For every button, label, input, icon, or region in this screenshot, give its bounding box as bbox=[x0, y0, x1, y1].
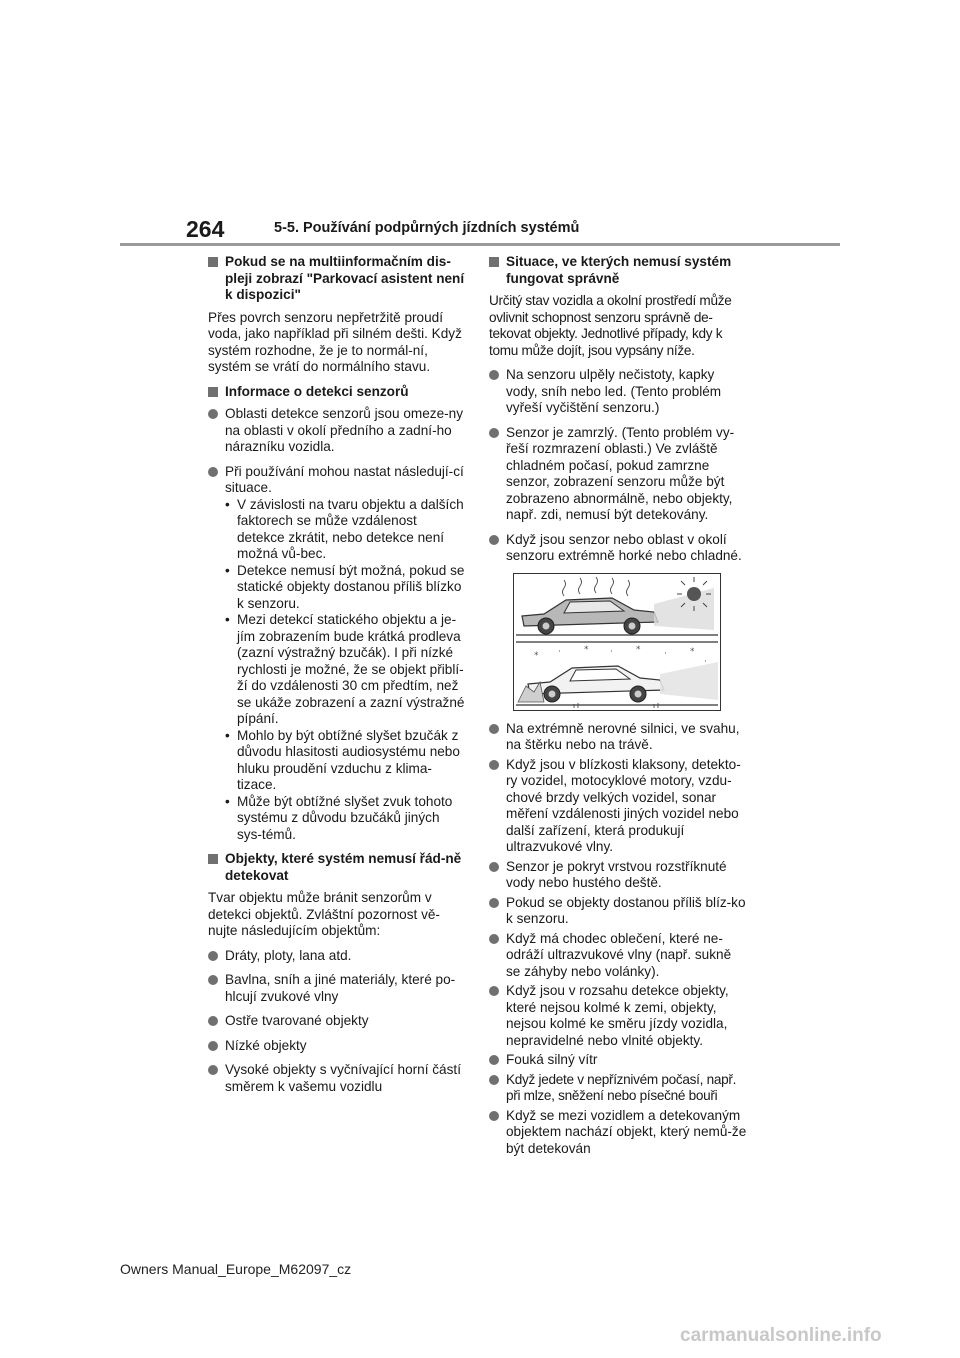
list-item: Na extrémně nerovné silnici, ve svahu, na štěrku nebo na trávě. bbox=[489, 721, 747, 754]
header-rule bbox=[120, 243, 840, 246]
square-bullet-icon bbox=[208, 387, 218, 397]
round-bullet-icon bbox=[489, 1055, 499, 1065]
svg-text:·: · bbox=[664, 648, 667, 659]
sub-item: • Může být obtížné slyšet zvuk tohoto systému z důvodu bzučáků jiných sys-témů. bbox=[225, 793, 453, 842]
round-bullet-icon bbox=[208, 975, 218, 985]
round-bullet-icon bbox=[489, 862, 499, 872]
list-item: Ostře tvarované objekty bbox=[208, 1013, 466, 1030]
list-item: Senzor je pokryt vrstvou rozstříknuté vody nebo hustého deště. bbox=[489, 859, 747, 892]
round-bullet-icon bbox=[489, 724, 499, 734]
round-bullet-icon bbox=[208, 467, 218, 477]
svg-text:·: · bbox=[704, 656, 707, 667]
heading-undetectable-objects: Objekty, které systém nemusí řád-ně detekovat bbox=[208, 851, 466, 884]
sub-item: • Detekce nemusí být možná, pokud se statické objekty dostanou příliš blízko k senzoru. bbox=[225, 562, 465, 611]
square-bullet-icon bbox=[208, 854, 218, 864]
paragraph: Přes povrch senzoru nepřetržitě proudí voda, jako například při silném dešti. Když systém rozhodne, že je to normál-ní, systém se vrátí do normálního stavu. bbox=[208, 309, 462, 374]
round-bullet-icon bbox=[489, 370, 499, 380]
footer-manual-id: Owners Manual_Europe_M62097_cz bbox=[120, 1261, 352, 1277]
list-item: Nízké objekty bbox=[208, 1038, 466, 1055]
paragraph: Určitý stav vozidla a okolní prostředí může ovlivnit schopnost senzoru správně de-tekovat objekty. Jednotlivé případy, kdy k tomu může dojít, jsou vypsány níže. bbox=[489, 293, 732, 358]
square-bullet-icon bbox=[208, 257, 218, 267]
svg-text:·: · bbox=[610, 646, 613, 657]
car-temperature-illustration bbox=[514, 574, 720, 710]
hot-car-scene bbox=[516, 577, 718, 635]
sub-item: • Mezi detekcí statického objektu a je-jím zobrazením bude krátká prodleva (zazní výstražný bzučák). I při nízké rychlosti je možné, že se objekt přiblí-ží do vzdálenosti 30 cm předtím, než se ukáže zobrazení a zazní výstražné pípání. bbox=[225, 612, 465, 726]
round-bullet-icon bbox=[489, 986, 499, 996]
sub-item: • Mohlo by být obtížné slyšet bzučák z důvodu hlasitosti audiosystému nebo hluku proudění vzduchu z klima-tizace. bbox=[225, 727, 460, 792]
page-number: 264 bbox=[186, 216, 225, 242]
left-column bbox=[208, 254, 466, 1103]
list-item: Bavlna, sníh a jiné materiály, které po-hlcují zvukové vlny bbox=[208, 972, 466, 1005]
round-bullet-icon bbox=[208, 951, 218, 961]
svg-text:*: * bbox=[584, 644, 589, 655]
list-item: Když se mezi vozidlem a detekovaným objektem nachází objekt, který nemů-že být detekován bbox=[489, 1108, 747, 1158]
list-item: Když jsou v rozsahu detekce objekty, které nejsou kolmé k zemi, objekty, nejsou kolmé ke směru jízdy vozidla, nepravidelné nebo vlnité objekty. bbox=[489, 983, 747, 1049]
list-item: Senzor je zamrzlý. (Tento problém vy-řeší rozmrazení oblasti.) Ve zvláště chladném počasí, pokud zamrzne senzor, zobrazení senzoru může být zobrazeno abnormálně, nebo objekty, např. zdi, nemusí být detekovány. bbox=[489, 425, 747, 524]
heading-display-message: Pokud se na multiinformačním dis-pleji zobrazí "Parkovací asistent není k dispozici" bbox=[208, 254, 466, 304]
list-item: Když jsou senzor nebo oblast v okolí senzoru extrémně horké nebo chladné. bbox=[489, 532, 747, 565]
round-bullet-icon bbox=[489, 1111, 499, 1121]
round-bullet-icon bbox=[208, 1041, 218, 1051]
list-item: Fouká silný vítr bbox=[489, 1052, 747, 1069]
list-item: Oblasti detekce senzorů jsou omeze-ny na oblasti v okolí předního a zadní-ho nárazníku vozidla. bbox=[208, 406, 466, 456]
illustration-hot-cold-sensor bbox=[513, 573, 721, 711]
heading-malfunction-situations: Situace, ve kterých nemusí systém fungovat správně bbox=[489, 254, 747, 287]
square-bullet-icon bbox=[489, 257, 499, 267]
sub-list bbox=[225, 497, 466, 844]
list-item: Pokud se objekty dostanou příliš blíz-ko k senzoru. bbox=[489, 895, 747, 928]
list-item: Při používání mohou nastat následují-cí situace. • V závislosti na tvaru objektu a dalších faktorech se může vzdálenost detekce zkrátit, nebo detekce není možná vů-bec. • Detekce nemusí být možná, pokud se statické objekty dostanou příliš blízko k senzoru. • Mezi detekcí statického objektu a je-jím zobrazením bude krátká prodleva (zazní výstražný bzučák). I při nízké rychlosti je možné, že se objekt přiblí-ží do vzdálenosti 30 cm předtím, než se ukáže zobrazení a zazní výstražné pípání. • Mohlo by být obtížné slyšet bzučák z důvodu hlasitosti audiosystému nebo hluku proudění vzduchu z klima-tizace. • Může být obtížné slyšet zvuk tohoto systému z důvodu bzučáků jiných sys-témů. bbox=[208, 464, 466, 844]
list-item: Vysoké objekty s vyčnívající horní částí směrem k vašemu vozidlu bbox=[208, 1062, 466, 1095]
round-bullet-icon bbox=[489, 898, 499, 908]
paragraph: Tvar objektu může bránit senzorům v detekci objektů. Zvláštní pozornost vě-nujte následujícím objektům: bbox=[208, 890, 440, 938]
round-bullet-icon bbox=[208, 1065, 218, 1075]
round-bullet-icon bbox=[489, 760, 499, 770]
list-item: Dráty, ploty, lana atd. bbox=[208, 948, 466, 965]
section-title: 5-5. Používání podpůrných jízdních systémů bbox=[274, 220, 580, 236]
svg-text:*: * bbox=[690, 646, 695, 657]
svg-text:*: * bbox=[636, 644, 641, 655]
round-bullet-icon bbox=[208, 409, 218, 419]
list-item: Když má chodec oblečení, které ne-odráží ultrazvukové vlny (např. sukně se záhyby nebo volánky). bbox=[489, 931, 747, 981]
sub-item: • V závislosti na tvaru objektu a dalších faktorech se může vzdálenost detekce zkrátit, nebo detekce není možná vů-bec. bbox=[225, 496, 464, 561]
list-item: Když jsou v blízkosti klaksony, detekto-ry vozidel, motocyklové motory, vzdu-chové brzdy velkých vozidel, sonar měření vzdálenosti jiných vozidel nebo další zařízení, která produkují ultrazvukové vlny. bbox=[489, 757, 747, 856]
round-bullet-icon bbox=[489, 535, 499, 545]
list-item: Když jedete v nepříznivém počasí, např. při mlze, sněžení nebo písečné bouři bbox=[489, 1072, 747, 1105]
round-bullet-icon bbox=[489, 428, 499, 438]
round-bullet-icon bbox=[489, 934, 499, 944]
cold-car-scene bbox=[516, 645, 718, 708]
right-column bbox=[489, 254, 747, 1160]
svg-text:*: * bbox=[534, 650, 539, 661]
watermark: carmanualsonline.info bbox=[680, 1325, 882, 1346]
round-bullet-icon bbox=[489, 1075, 499, 1085]
list-item: Na senzoru ulpěly nečistoty, kapky vody, sníh nebo led. (Tento problém vyřeší vyčištění senzoru.) bbox=[489, 367, 747, 417]
heading-sensor-detection: Informace o detekci senzorů bbox=[208, 384, 466, 401]
svg-text:·: · bbox=[558, 646, 561, 657]
round-bullet-icon bbox=[208, 1016, 218, 1026]
